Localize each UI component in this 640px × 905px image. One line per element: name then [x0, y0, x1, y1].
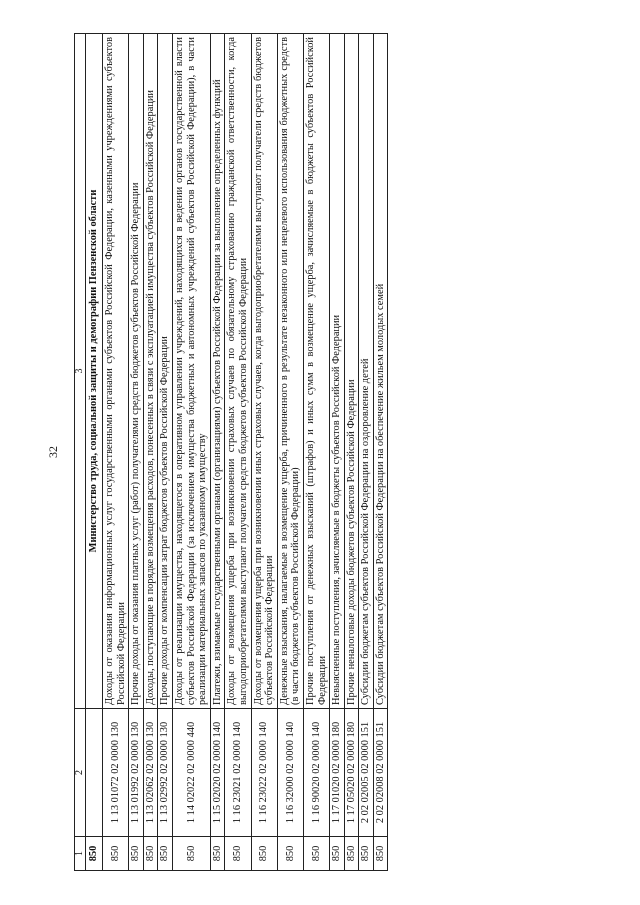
description-cell: Доходы, поступающие в порядке возмещения расходов, понесенных в связи с эксплуатацией имущества субъектов Российской Федерации: [143, 34, 158, 709]
description-cell: Субсидии бюджетам субъектов Российской Федерации на обеспечение жильем молодых семей: [373, 34, 388, 709]
admin-code-cell: 850: [277, 837, 303, 871]
description-cell: Прочие доходы от оказания платных услуг (работ) получателями средств бюджетов субъектов Российской Федерации: [129, 34, 144, 709]
table-row: [344, 34, 359, 871]
table-header-row: [75, 34, 86, 871]
admin-code-cell: 850: [210, 837, 225, 871]
revenue-code-cell: 1 17 01020 02 0000 180: [330, 709, 345, 837]
table-row: [359, 34, 374, 871]
revenue-code-cell: 2 02 02008 02 0000 151: [373, 709, 388, 837]
admin-code-cell: 850: [225, 837, 251, 871]
header-col-3: 3: [75, 34, 86, 709]
admin-code-cell: 850: [172, 837, 210, 871]
revenue-code-cell: 1 13 01072 02 0000 130: [103, 709, 129, 837]
admin-code-cell: 850: [330, 837, 345, 871]
admin-code-cell: 850: [143, 837, 158, 871]
table-row: [330, 34, 345, 871]
revenue-code-cell: 1 16 23022 02 0000 140: [251, 709, 277, 837]
table-row: [143, 34, 158, 871]
description-cell: Доходы от возмещения ущерба при возникновении иных страховых случаев, когда выгодоприобретателями выступают получатели средств бюджетов субъектов Российской Федерации: [251, 34, 277, 709]
admin-code-cell: 850: [158, 837, 173, 871]
group-admin-code: 850: [86, 837, 103, 871]
table-row: [103, 34, 129, 871]
description-cell: Субсидии бюджетам субъектов Российской Федерации на оздоровление детей: [359, 34, 374, 709]
table-row: [277, 34, 303, 871]
rotated-page-content: [74, 34, 584, 871]
admin-code-cell: 850: [344, 837, 359, 871]
description-cell: Прочие поступления от денежных взысканий (штрафов) и иных сумм в возмещение ущерба, зачисляемые в бюджеты субъектов Российской Федерации: [303, 34, 329, 709]
revenue-code-cell: 1 13 02062 02 0000 130: [143, 709, 158, 837]
table-row: [225, 34, 251, 871]
header-col-2: 2: [75, 709, 86, 837]
description-cell: Доходы от реализации имущества, находящегося в оперативном управлении учреждений, находящихся в ведении органов государственной власти субъектов Российской Федерации (за исключением имущества бюджетных и автономных учреждений субъектов Российской Федерации), в части реализации материальных запасов по указанному имуществу: [172, 34, 210, 709]
admin-code-cell: 850: [303, 837, 329, 871]
admin-code-cell: 850: [129, 837, 144, 871]
revenue-code-cell: 1 13 01992 02 0000 130: [129, 709, 144, 837]
table-row: [210, 34, 225, 871]
group-revenue-code: [86, 709, 103, 837]
revenue-code-cell: 1 13 02992 02 0000 130: [158, 709, 173, 837]
description-cell: Доходы от возмещения ущерба при возникновении страховых случаев по обязательному страхованию гражданской ответственности, когда выгодоприобретателями выступают получатели средств бюджетов субъектов Российской Федерации: [225, 34, 251, 709]
revenue-code-cell: 1 17 05020 02 0000 180: [344, 709, 359, 837]
description-cell: Денежные взыскания, налагаемые в возмещение ущерба, причиненного в результате незаконного или нецелевого использования бюджетных средств (в части бюджетов субъектов Российской Федерации): [277, 34, 303, 709]
table-row: [303, 34, 329, 871]
table-row: [373, 34, 388, 871]
table-row: [158, 34, 173, 871]
table-row: [129, 34, 144, 871]
admin-code-cell: 850: [359, 837, 374, 871]
header-col-1: 1: [75, 837, 86, 871]
admin-code-cell: 850: [103, 837, 129, 871]
table-row: [172, 34, 210, 871]
revenue-code-cell: 1 16 90020 02 0000 140: [303, 709, 329, 837]
ministry-group-row: [86, 34, 103, 871]
description-cell: Прочие доходы от компенсации затрат бюджетов субъектов Российской Федерации: [158, 34, 173, 709]
revenue-code-cell: 2 02 02005 02 0000 151: [359, 709, 374, 837]
description-cell: Доходы от оказания информационных услуг государственными органами субъектов Российской Федерации, казенными учреждениями субъектов Российской Федерации: [103, 34, 129, 709]
table-row: [251, 34, 277, 871]
group-ministry-name: Министерство труда, социальной защиты и демографии Пензенской области: [86, 34, 103, 709]
revenue-code-cell: 1 16 23021 02 0000 140: [225, 709, 251, 837]
admin-code-cell: 850: [251, 837, 277, 871]
revenue-codes-table: [74, 33, 388, 871]
description-cell: Невыясненные поступления, зачисляемые в бюджеты субъектов Российской Федерации: [330, 34, 345, 709]
page-number: 32: [46, 446, 60, 458]
description-cell: Платежи, взимаемые государственными органами (организациями) субъектов Российской Федерации за выполнение определенных функций: [210, 34, 225, 709]
revenue-code-cell: 1 14 02022 02 0000 440: [172, 709, 210, 837]
revenue-code-cell: 1 15 02020 02 0000 140: [210, 709, 225, 837]
admin-code-cell: 850: [373, 837, 388, 871]
description-cell: Прочие неналоговые доходы бюджетов субъектов Российской Федерации: [344, 34, 359, 709]
revenue-code-cell: 1 16 32000 02 0000 140: [277, 709, 303, 837]
